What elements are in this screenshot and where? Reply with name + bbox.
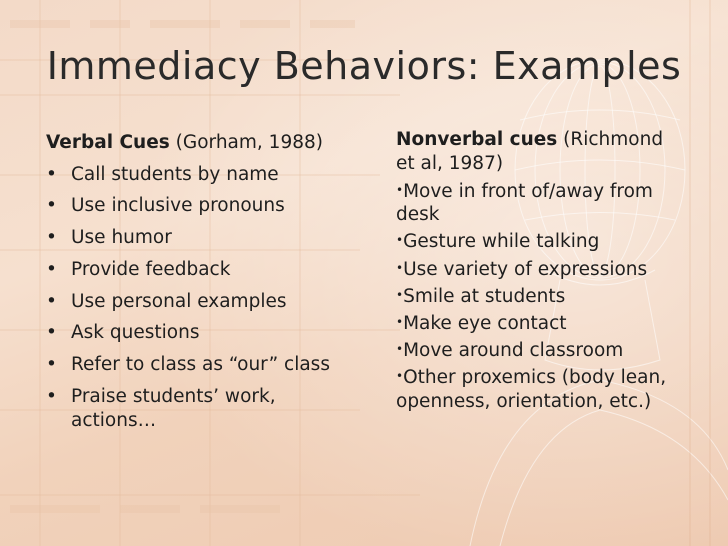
list-item-text: Call students by name [71, 163, 279, 185]
list-item-text: Other proxemics (body lean, openness, orientation, etc.) [396, 367, 667, 412]
verbal-cues-heading-bold: Verbal Cues [46, 132, 170, 153]
verbal-cues-heading-citation: (Gorham, 1988) [169, 132, 323, 153]
bullet-icon: • [396, 314, 404, 329]
list-item [396, 285, 686, 309]
list-item-text: Use inclusive pronouns [71, 195, 285, 217]
list-item [46, 290, 356, 314]
verbal-cues-column [46, 131, 356, 433]
bullet-icon: • [46, 354, 57, 376]
nonverbal-cues-heading-bold: Nonverbal cues [396, 129, 558, 150]
bullet-icon: • [396, 233, 404, 248]
list-item-text: Gesture while talking [403, 231, 600, 253]
bullet-icon: • [46, 385, 57, 407]
list-item [396, 230, 686, 254]
list-item [46, 163, 356, 187]
list-item [396, 339, 686, 363]
list-item-text: Use personal examples [71, 290, 287, 312]
list-item-text: Move around classroom [403, 340, 624, 362]
list-item [396, 366, 686, 413]
list-item [396, 312, 686, 336]
verbal-cues-heading [46, 131, 356, 155]
list-item-text: Praise students’ work, actions… [71, 385, 276, 431]
nonverbal-cues-column [396, 128, 686, 414]
list-item-text: Provide feedback [71, 258, 231, 280]
nonverbal-cues-heading [396, 128, 686, 176]
list-item [396, 180, 686, 227]
bullet-icon: • [46, 227, 57, 249]
nonverbal-cues-list [396, 180, 686, 414]
bullet-icon: • [46, 322, 57, 344]
list-item-text: Make eye contact [403, 312, 567, 334]
list-item [46, 353, 356, 377]
list-item [46, 321, 356, 345]
nonverbal-cues-heading-citation: (Richmond et al, 1987) [396, 129, 664, 175]
bullet-icon: • [46, 258, 57, 280]
list-item [46, 258, 356, 282]
list-item-text: Ask questions [71, 322, 200, 344]
list-item [46, 194, 356, 218]
bullet-icon: • [396, 260, 404, 275]
list-item [46, 226, 356, 250]
bullet-icon: • [46, 290, 57, 312]
list-item-text: Smile at students [403, 285, 566, 307]
list-item [396, 258, 686, 282]
bullet-icon: • [46, 163, 57, 185]
bullet-icon: • [396, 369, 404, 384]
list-item-text: Refer to class as “our” class [71, 354, 330, 376]
list-item-text: Move in front of/away from desk [396, 180, 653, 226]
slide-title: Immediacy Behaviors: Examples [46, 44, 682, 88]
bullet-icon: • [396, 342, 404, 357]
list-item-text: Use humor [71, 227, 172, 249]
bullet-icon: • [396, 182, 404, 197]
bullet-icon: • [396, 287, 404, 302]
bullet-icon: • [46, 195, 57, 217]
list-item [46, 385, 356, 433]
list-item-text: Use variety of expressions [403, 258, 648, 280]
verbal-cues-list [46, 163, 356, 433]
